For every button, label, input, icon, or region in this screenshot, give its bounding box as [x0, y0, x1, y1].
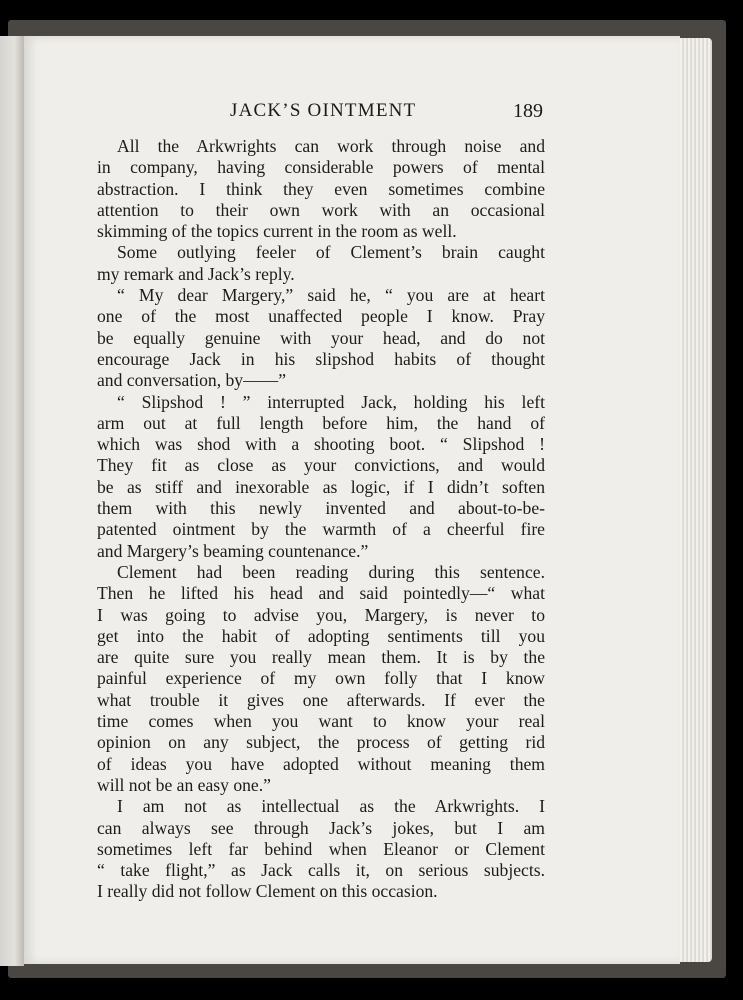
text-line: attention to their own work with an occasional [97, 199, 545, 220]
text-line: abstraction. I think they even sometimes combine [97, 178, 545, 199]
text-line: time comes when you want to know your real [97, 711, 545, 732]
text-line: I am not as intellectual as the Arkwrights. I [117, 796, 545, 817]
text-line: of ideas you have adopted without meaning them [97, 753, 545, 774]
text-line: which was shod with a shooting boot. “ Slipshod ! [97, 434, 545, 455]
text-line: “ My dear Margery,” said he, “ you are at heart [117, 285, 545, 306]
text-line: All the Arkwrights can work through noise and [117, 136, 545, 156]
text-line: and Margery’s beaming countenance.” [97, 540, 369, 561]
text-line: patented ointment by the warmth of a cheerful fire [97, 519, 545, 540]
text-line: “ take flight,” as Jack calls it, on serious subjects. [97, 860, 545, 881]
text-line: will not be an easy one.” [97, 774, 271, 795]
text-line: I was going to advise you, Margery, is never to [97, 604, 545, 625]
text-line: Then he lifted his head and said pointedly—“ what [97, 583, 545, 604]
chapter-title: JACK’S OINTMENT [230, 100, 417, 121]
body-text [97, 136, 545, 903]
running-head [24, 100, 680, 130]
text-line: skimming of the topics current in the room as well. [97, 221, 457, 242]
text-line: be as stiff and inexorable as logic, if I didn’t soften [97, 476, 545, 497]
text-line: arm out at full length before him, the hand of [97, 412, 545, 433]
text-line: painful experience of my own folly that I know [97, 668, 545, 689]
text-line: can always see through Jack’s jokes, but I am [97, 817, 545, 838]
text-line: They fit as close as your convictions, and would [97, 455, 545, 476]
text-line: get into the habit of adopting sentiments till you [97, 625, 545, 646]
text-line: them with this newly invented and about-to-be- [97, 498, 545, 519]
text-line: my remark and Jack’s reply. [97, 263, 295, 284]
book-page [24, 36, 680, 964]
text-line: Clement had been reading during this sentence. [117, 561, 545, 582]
text-line: “ Slipshod ! ” interrupted Jack, holding his left [117, 391, 545, 412]
text-line: in company, having considerable powers of mental [97, 157, 545, 178]
text-line: are quite sure you really mean them. It is by the [97, 647, 545, 668]
text-line: opinion on any subject, the process of getting rid [97, 732, 545, 753]
text-line: and conversation, by——” [97, 370, 287, 391]
text-line: I really did not follow Clement on this occasion. [97, 881, 438, 902]
text-line: sometimes left far behind when Eleanor or Clement [97, 838, 545, 859]
page-number: 189 [513, 100, 543, 122]
text-line: Some outlying feeler of Clement’s brain caught [117, 242, 545, 263]
text-line: encourage Jack in his slipshod habits of thought [97, 348, 545, 369]
facing-page-edge [0, 36, 24, 966]
text-line: what trouble it gives one afterwards. If ever the [97, 689, 545, 710]
text-line: one of the most unaffected people I know. Pray [97, 306, 545, 327]
text-line: be equally genuine with your head, and do not [97, 327, 545, 348]
